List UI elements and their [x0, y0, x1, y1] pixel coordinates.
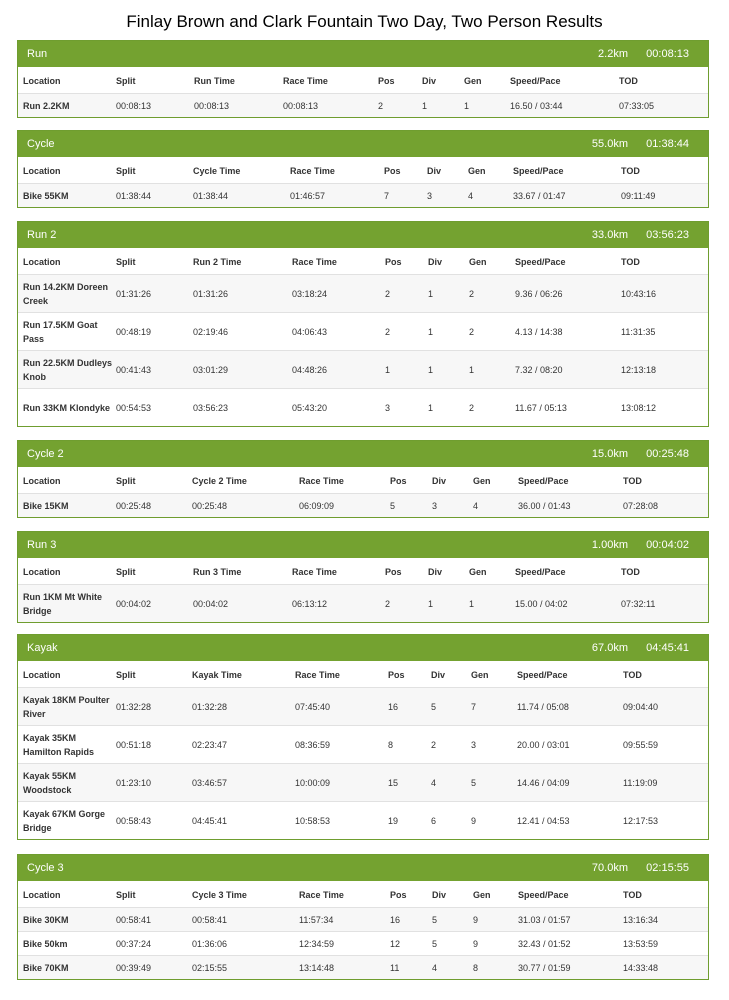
column-header-gen: Gen	[468, 166, 486, 176]
column-header-speed-pace: Speed/Pace	[518, 476, 569, 486]
page-title: Finlay Brown and Clark Fountain Two Day, Two Person Results	[126, 12, 603, 31]
column-header-pos: Pos	[390, 476, 407, 486]
cell-leg-time: 00:25:48	[192, 500, 228, 511]
cell-split: 00:25:48	[116, 500, 152, 511]
results-section	[17, 221, 709, 427]
cell-div: 1	[428, 364, 434, 375]
section-name: Run	[27, 48, 48, 60]
section-distance: 70.0km	[591, 862, 628, 874]
section-distance: 15.0km	[591, 448, 628, 460]
cell-location: Bike 50km	[23, 938, 68, 949]
section-distance: 1.00km	[591, 539, 628, 551]
cell-location: Run 33KM Klondyke	[23, 402, 111, 413]
cell-pos: 2	[378, 100, 384, 111]
cell-location: Kayak 35KM Hamilton Rapids	[23, 732, 95, 757]
column-header-gen: Gen	[473, 890, 491, 900]
cell-split: 01:32:28	[116, 701, 152, 712]
column-header-pos: Pos	[388, 670, 405, 680]
cell-tod: 13:16:34	[623, 914, 659, 925]
cell-location: Run 22.5KM Dudleys Knob	[23, 357, 113, 382]
column-header-div: Div	[432, 890, 447, 900]
table-row	[18, 274, 708, 312]
cell-pos: 19	[388, 815, 399, 826]
section-header	[18, 41, 708, 67]
cell-race-time: 01:46:57	[290, 190, 326, 201]
table-row	[18, 955, 708, 979]
column-header-split: Split	[116, 257, 136, 267]
column-header-gen: Gen	[471, 670, 489, 680]
cell-div: 1	[422, 100, 428, 111]
cell-split: 00:58:43	[116, 815, 152, 826]
cell-leg-time: 01:32:28	[192, 701, 228, 712]
section-name: Cycle 2	[27, 448, 64, 460]
section-distance: 67.0km	[591, 642, 628, 654]
cell-speed-pace: 11.67 / 05:13	[515, 402, 567, 413]
column-header-speed-pace: Speed/Pace	[515, 257, 566, 267]
cell-leg-time: 01:36:06	[192, 938, 228, 949]
table-row	[18, 388, 708, 426]
cell-gen: 9	[473, 938, 479, 949]
table-row	[18, 801, 708, 839]
results-section	[17, 440, 709, 518]
cell-div: 5	[431, 701, 437, 712]
cell-tod: 09:11:49	[621, 190, 656, 201]
cell-pos: 3	[385, 402, 391, 413]
column-header-leg-time: Cycle Time	[193, 166, 241, 176]
cell-split: 00:54:53	[116, 402, 152, 413]
cell-leg-time: 03:01:29	[193, 364, 229, 375]
cell-leg-time: 02:19:46	[193, 326, 229, 337]
column-header-gen: Gen	[469, 567, 487, 577]
column-header-pos: Pos	[385, 257, 402, 267]
table-header-row	[18, 661, 708, 687]
cell-race-time: 00:08:13	[283, 100, 319, 111]
cell-div: 1	[428, 326, 434, 337]
results-section	[17, 40, 709, 118]
section-distance: 55.0km	[591, 138, 628, 150]
cell-split: 00:08:13	[116, 100, 152, 111]
column-header-tod: TOD	[623, 890, 642, 900]
cell-div: 1	[428, 402, 434, 413]
cell-gen: 2	[469, 288, 475, 299]
column-header-gen: Gen	[469, 257, 487, 267]
column-header-tod: TOD	[621, 257, 640, 267]
table-header-row	[18, 248, 708, 274]
cell-split: 00:51:18	[116, 739, 152, 750]
cell-speed-pace: 15.00 / 04:02	[515, 598, 568, 609]
column-header-race-time: Race Time	[295, 670, 340, 680]
cell-location: Bike 30KM	[23, 914, 69, 925]
section-name: Kayak	[27, 642, 58, 654]
table-header-row	[18, 558, 708, 584]
cell-race-time: 04:06:43	[292, 326, 328, 337]
column-header-div: Div	[427, 166, 442, 176]
cell-location: Bike 55KM	[23, 190, 69, 201]
section-header	[18, 532, 708, 558]
column-header-leg-time: Cycle 2 Time	[192, 476, 247, 486]
cell-race-time: 06:09:09	[299, 500, 335, 511]
cell-speed-pace: 16.50 / 03:44	[510, 100, 563, 111]
column-header-gen: Gen	[464, 76, 482, 86]
column-header-tod: TOD	[623, 670, 642, 680]
cell-pos: 12	[390, 938, 401, 949]
section-distance: 33.0km	[591, 229, 628, 241]
column-header-split: Split	[116, 567, 136, 577]
cell-pos: 8	[388, 739, 394, 750]
cell-split: 01:38:44	[116, 190, 152, 201]
table-header-row	[18, 467, 708, 493]
cell-speed-pace: 31.03 / 01:57	[518, 914, 571, 925]
results-section	[17, 854, 709, 980]
cell-gen: 1	[469, 364, 475, 375]
table-row	[18, 493, 708, 517]
cell-div: 2	[431, 739, 437, 750]
cell-speed-pace: 20.00 / 03:01	[517, 739, 570, 750]
cell-split: 01:23:10	[116, 777, 152, 788]
cell-gen: 2	[469, 402, 475, 413]
table-row	[18, 312, 708, 350]
section-time: 04:45:41	[646, 642, 689, 654]
column-header-location: Location	[23, 166, 61, 176]
column-header-split: Split	[116, 670, 136, 680]
column-header-race-time: Race Time	[299, 476, 344, 486]
section-name: Run 2	[27, 229, 57, 241]
cell-speed-pace: 30.77 / 01:59	[518, 962, 571, 973]
column-header-tod: TOD	[619, 76, 638, 86]
section-time: 00:04:02	[646, 539, 689, 551]
table-row	[18, 725, 708, 763]
section-header	[18, 635, 708, 661]
table-row	[18, 584, 708, 622]
cell-tod: 12:17:53	[623, 815, 659, 826]
table-row	[18, 687, 708, 725]
cell-pos: 5	[390, 500, 396, 511]
cell-tod: 12:13:18	[621, 364, 657, 375]
cell-split: 00:58:41	[116, 914, 152, 925]
cell-pos: 11	[390, 962, 400, 973]
cell-gen: 2	[469, 326, 475, 337]
cell-pos: 2	[385, 288, 391, 299]
cell-leg-time: 03:46:57	[192, 777, 228, 788]
section-name: Cycle	[27, 138, 55, 150]
column-header-pos: Pos	[378, 76, 395, 86]
cell-location: Run 1KM Mt White Bridge	[23, 591, 102, 616]
cell-race-time: 10:00:09	[295, 777, 331, 788]
results-section	[17, 531, 709, 623]
column-header-pos: Pos	[384, 166, 401, 176]
cell-split: 00:41:43	[116, 364, 152, 375]
cell-gen: 1	[464, 100, 470, 111]
cell-div: 5	[432, 914, 438, 925]
column-header-speed-pace: Speed/Pace	[515, 567, 566, 577]
cell-speed-pace: 14.46 / 04:09	[517, 777, 570, 788]
column-header-pos: Pos	[390, 890, 407, 900]
column-header-location: Location	[23, 257, 61, 267]
table-row	[18, 350, 708, 388]
cell-tod: 09:55:59	[623, 739, 659, 750]
cell-pos: 7	[384, 190, 390, 201]
cell-race-time: 08:36:59	[295, 739, 331, 750]
section-name: Run 3	[27, 539, 57, 551]
column-header-location: Location	[23, 476, 61, 486]
cell-tod: 07:32:11	[621, 598, 656, 609]
cell-leg-time: 01:31:26	[193, 288, 229, 299]
cell-pos: 2	[385, 326, 391, 337]
cell-location: Kayak 18KM Poulter River	[23, 694, 110, 719]
cell-location: Bike 15KM	[23, 500, 69, 511]
column-header-leg-time: Run Time	[194, 76, 235, 86]
cell-speed-pace: 9.36 / 06:26	[515, 288, 563, 299]
cell-gen: 4	[468, 190, 474, 201]
section-header	[18, 441, 708, 467]
column-header-gen: Gen	[473, 476, 491, 486]
cell-location: Kayak 67KM Gorge Bridge	[23, 808, 106, 833]
column-header-leg-time: Run 2 Time	[193, 257, 242, 267]
column-header-div: Div	[422, 76, 437, 86]
column-header-location: Location	[23, 670, 61, 680]
cell-pos: 1	[385, 364, 391, 375]
section-time: 02:15:55	[646, 862, 689, 874]
column-header-leg-time: Kayak Time	[192, 670, 242, 680]
section-header	[18, 855, 708, 881]
cell-tod: 07:33:05	[619, 100, 655, 111]
section-time: 01:38:44	[646, 138, 689, 150]
cell-split: 00:39:49	[116, 962, 152, 973]
column-header-location: Location	[23, 76, 61, 86]
column-header-div: Div	[432, 476, 447, 486]
column-header-race-time: Race Time	[283, 76, 328, 86]
column-header-speed-pace: Speed/Pace	[510, 76, 561, 86]
cell-div: 4	[431, 777, 437, 788]
cell-location: Bike 70KM	[23, 962, 69, 973]
cell-pos: 16	[388, 701, 399, 712]
cell-div: 5	[432, 938, 438, 949]
column-header-speed-pace: Speed/Pace	[513, 166, 564, 176]
cell-split: 00:37:24	[116, 938, 152, 949]
cell-leg-time: 00:08:13	[194, 100, 230, 111]
cell-speed-pace: 32.43 / 01:52	[518, 938, 571, 949]
table-header-row	[18, 157, 708, 183]
cell-tod: 13:53:59	[623, 938, 659, 949]
cell-leg-time: 03:56:23	[193, 402, 229, 413]
cell-gen: 3	[471, 739, 477, 750]
column-header-location: Location	[23, 567, 61, 577]
column-header-div: Div	[428, 257, 443, 267]
cell-gen: 4	[473, 500, 479, 511]
cell-split: 00:04:02	[116, 598, 152, 609]
cell-div: 6	[431, 815, 437, 826]
cell-leg-time: 01:38:44	[193, 190, 229, 201]
column-header-speed-pace: Speed/Pace	[517, 670, 568, 680]
cell-speed-pace: 33.67 / 01:47	[513, 190, 566, 201]
cell-race-time: 07:45:40	[295, 701, 331, 712]
cell-tod: 07:28:08	[623, 500, 659, 511]
cell-gen: 1	[469, 598, 475, 609]
section-time: 03:56:23	[646, 229, 689, 241]
cell-split: 01:31:26	[116, 288, 152, 299]
cell-location: Run 14.2KM Doreen Creek	[23, 281, 109, 306]
cell-leg-time: 02:15:55	[192, 962, 228, 973]
section-distance: 2.2km	[598, 48, 628, 60]
column-header-split: Split	[116, 890, 136, 900]
cell-tod: 13:08:12	[621, 402, 657, 413]
cell-div: 1	[428, 598, 434, 609]
column-header-split: Split	[116, 76, 136, 86]
cell-tod: 14:33:48	[623, 962, 659, 973]
cell-tod: 09:04:40	[623, 701, 659, 712]
column-header-tod: TOD	[621, 166, 640, 176]
cell-div: 4	[432, 962, 438, 973]
section-header	[18, 222, 708, 248]
table-header-row	[18, 67, 708, 93]
table-row	[18, 763, 708, 801]
cell-gen: 8	[473, 962, 479, 973]
cell-location: Run 17.5KM Goat Pass	[23, 319, 98, 344]
cell-location: Kayak 55KM Woodstock	[23, 770, 77, 795]
cell-race-time: 10:58:53	[295, 815, 331, 826]
column-header-leg-time: Run 3 Time	[193, 567, 242, 577]
cell-speed-pace: 4.13 / 14:38	[515, 326, 563, 337]
column-header-race-time: Race Time	[290, 166, 335, 176]
cell-gen: 9	[471, 815, 477, 826]
table-row	[18, 183, 708, 207]
column-header-div: Div	[428, 567, 443, 577]
cell-race-time: 03:18:24	[292, 288, 328, 299]
cell-race-time: 12:34:59	[299, 938, 335, 949]
cell-leg-time: 00:04:02	[193, 598, 229, 609]
cell-race-time: 05:43:20	[292, 402, 328, 413]
column-header-leg-time: Cycle 3 Time	[192, 890, 247, 900]
table-row	[18, 931, 708, 955]
cell-speed-pace: 36.00 / 01:43	[518, 500, 571, 511]
table-row	[18, 93, 708, 117]
results-section	[17, 130, 709, 208]
column-header-tod: TOD	[621, 567, 640, 577]
cell-leg-time: 02:23:47	[192, 739, 228, 750]
cell-speed-pace: 7.32 / 08:20	[515, 364, 563, 375]
column-header-tod: TOD	[623, 476, 642, 486]
column-header-div: Div	[431, 670, 446, 680]
section-header	[18, 131, 708, 157]
cell-pos: 2	[385, 598, 391, 609]
column-header-split: Split	[116, 166, 136, 176]
cell-div: 3	[427, 190, 433, 201]
column-header-race-time: Race Time	[299, 890, 344, 900]
section-time: 00:25:48	[646, 448, 689, 460]
cell-pos: 15	[388, 777, 399, 788]
cell-location: Run 2.2KM	[23, 100, 70, 111]
cell-split: 00:48:19	[116, 326, 152, 337]
cell-leg-time: 04:45:41	[192, 815, 228, 826]
cell-div: 3	[432, 500, 438, 511]
cell-gen: 7	[471, 701, 477, 712]
column-header-split: Split	[116, 476, 136, 486]
cell-race-time: 06:13:12	[292, 598, 328, 609]
cell-race-time: 11:57:34	[299, 914, 334, 925]
section-time: 00:08:13	[646, 48, 689, 60]
cell-tod: 11:19:09	[623, 777, 658, 788]
section-name: Cycle 3	[27, 862, 64, 874]
cell-div: 1	[428, 288, 434, 299]
column-header-race-time: Race Time	[292, 567, 337, 577]
column-header-speed-pace: Speed/Pace	[518, 890, 569, 900]
cell-leg-time: 00:58:41	[192, 914, 228, 925]
cell-gen: 9	[473, 914, 479, 925]
cell-speed-pace: 12.41 / 04:53	[517, 815, 570, 826]
cell-speed-pace: 11.74 / 05:08	[517, 701, 569, 712]
cell-pos: 16	[390, 914, 401, 925]
column-header-location: Location	[23, 890, 61, 900]
column-header-pos: Pos	[385, 567, 402, 577]
table-row	[18, 907, 708, 931]
cell-tod: 10:43:16	[621, 288, 657, 299]
cell-tod: 11:31:35	[621, 326, 656, 337]
cell-gen: 5	[471, 777, 477, 788]
cell-race-time: 13:14:48	[299, 962, 335, 973]
table-header-row	[18, 881, 708, 907]
results-section	[17, 634, 709, 840]
column-header-race-time: Race Time	[292, 257, 337, 267]
cell-race-time: 04:48:26	[292, 364, 328, 375]
